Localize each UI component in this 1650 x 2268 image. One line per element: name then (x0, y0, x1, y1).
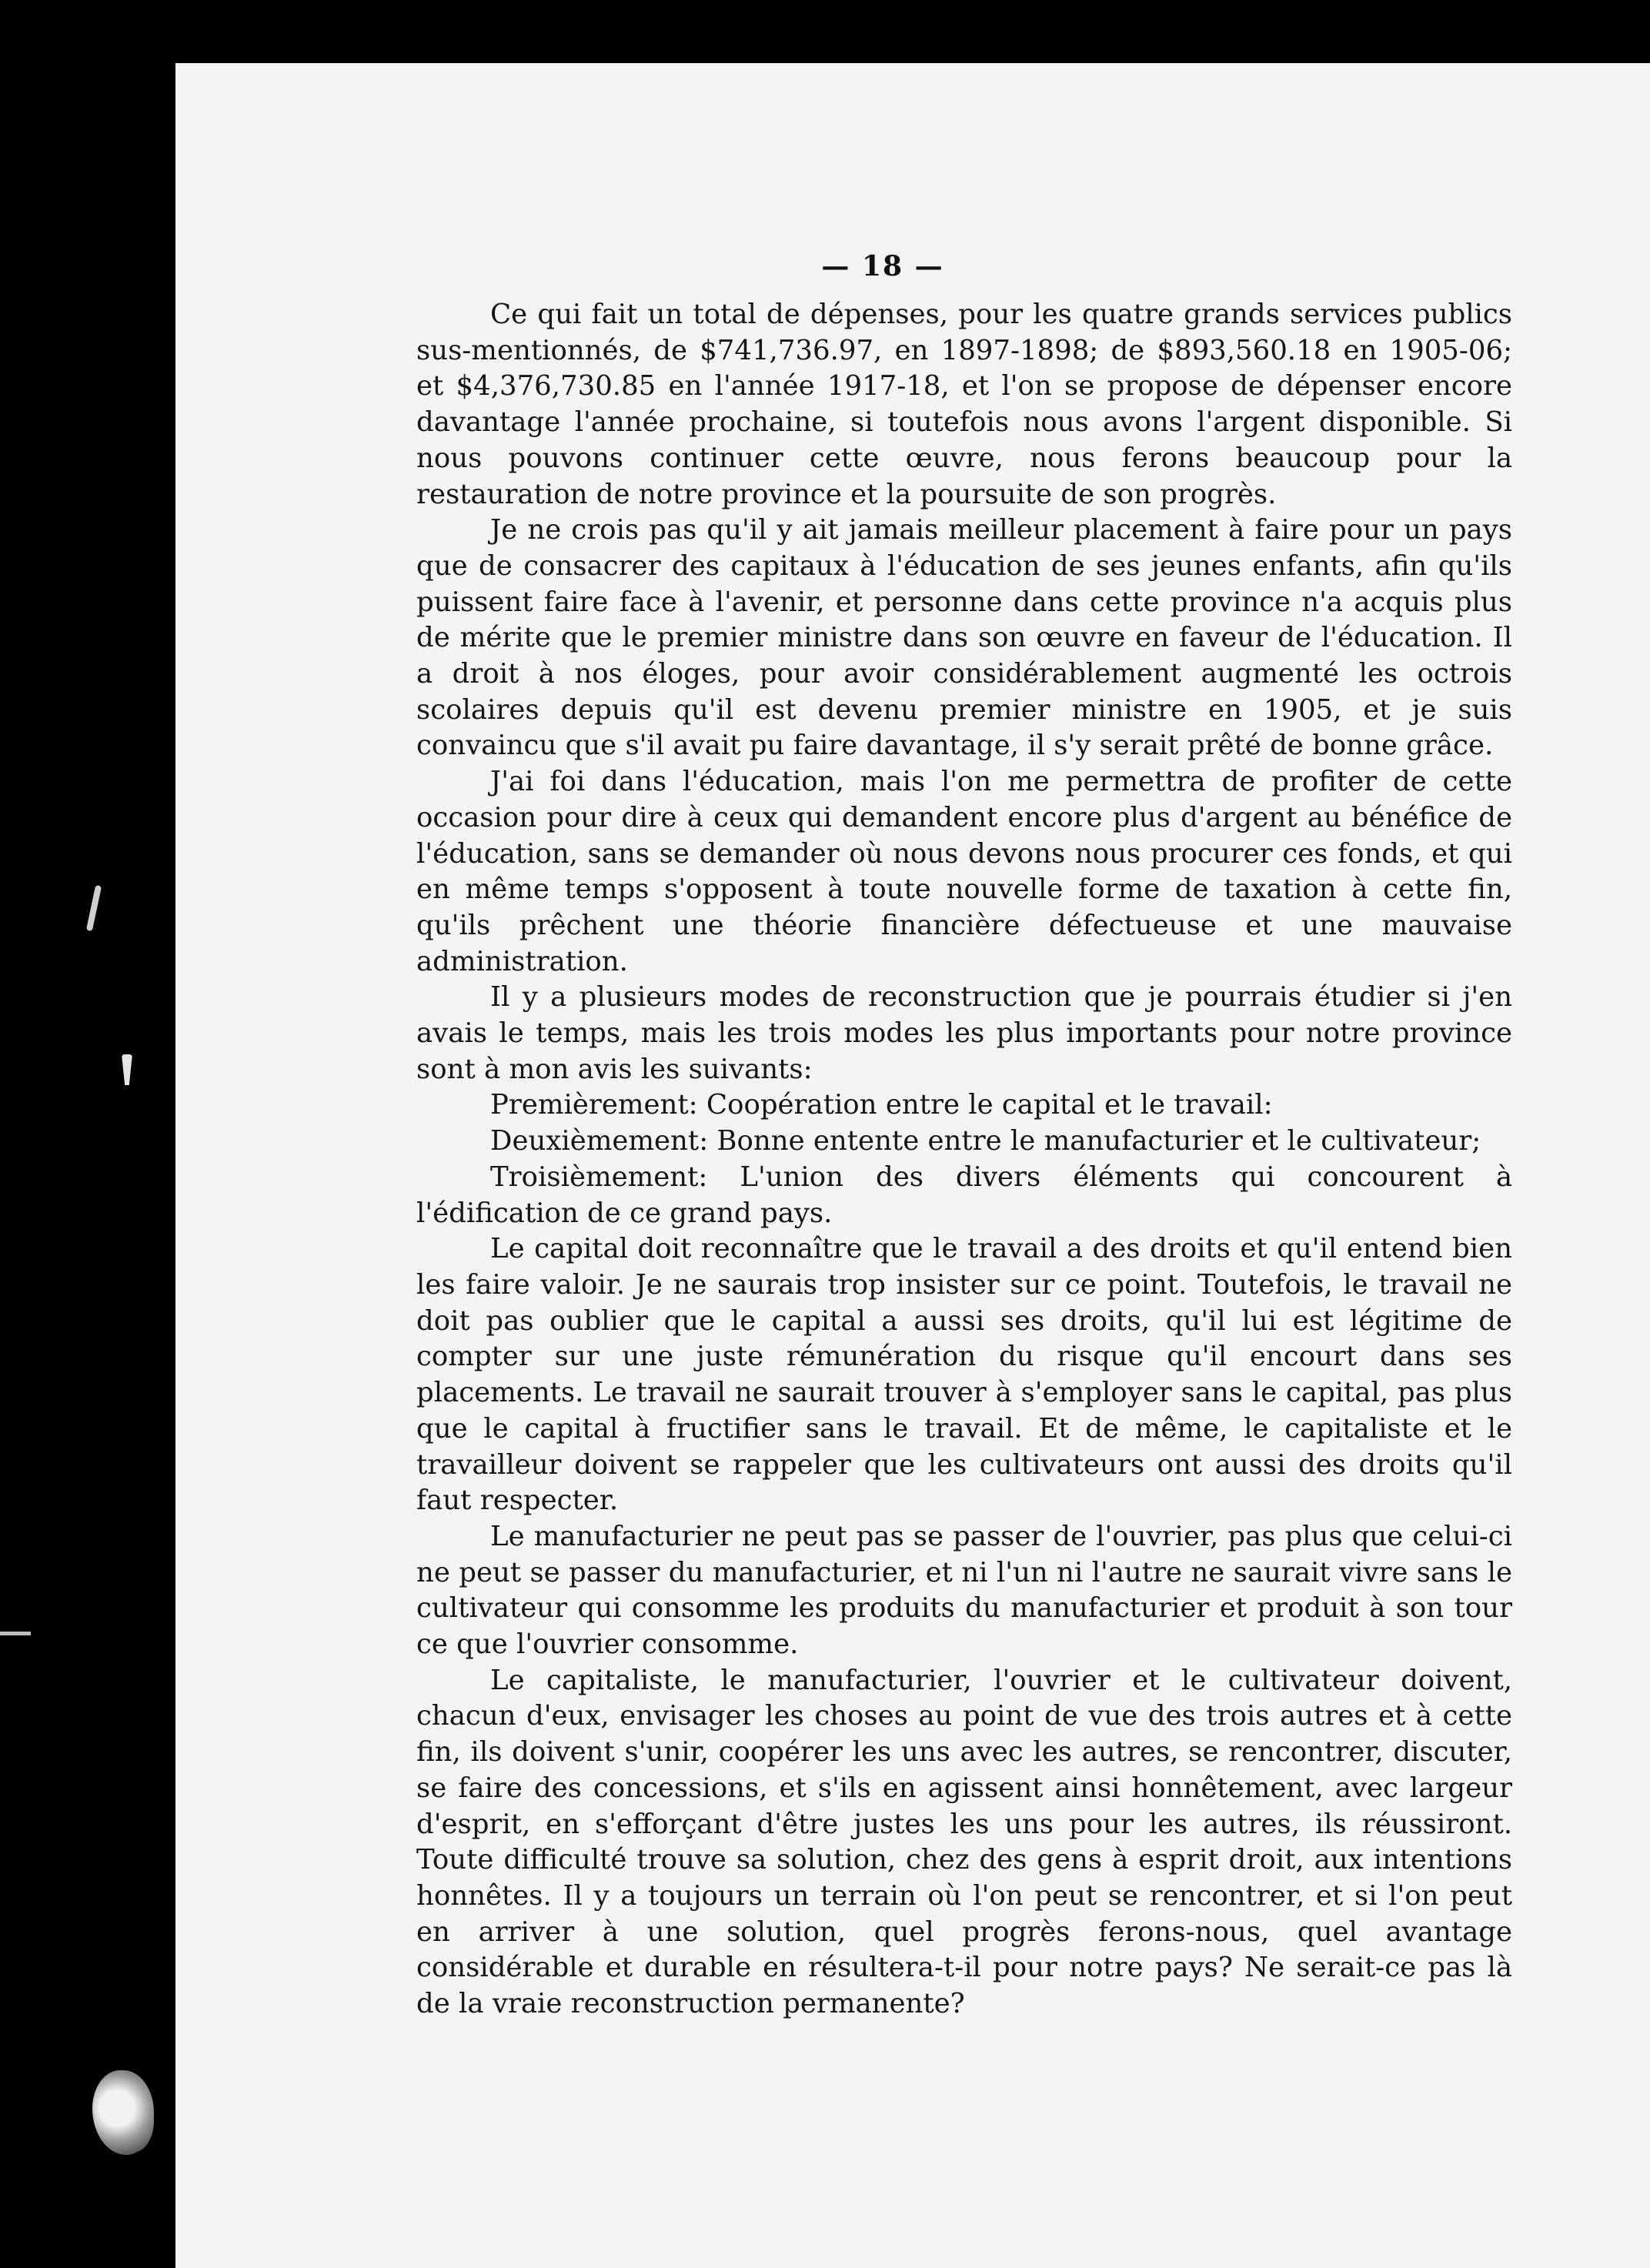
paragraph: Premièrement: Coopération entre le capital et le travail: (490, 1089, 1273, 1121)
paragraph: Je ne crois pas qu'il y ait jamais meilleur placement à faire pour un pays que de consacrer des capitaux à l'éducation de ses jeunes enfants, afin qu'ils puissent faire face à l'avenir, et personne dans cette province n'a acquis plus de mérite que le premier ministre dans son œuvre en faveur de l'éducation. Il a droit à nos éloges, pour avoir considérablement augmenté les octrois scolaires depuis qu'il est devenu premier ministre en 1905, et je suis convaincu que s'il avait pu faire davantage, il s'y serait prêté de bonne grâce. (416, 514, 1512, 762)
paragraph: Le capital doit reconnaître que le travail a des droits et qu'il entend bien les faire valoir. Je ne saurais trop insister sur ce point. Toutefois, le travail ne doit pas oublier que le capital a aussi ses droits, qu'il lui est légitime de compter sur une juste rémunération du risque qu'il encourt dans ses placements. Le travail ne saurait trouver à s'employer sans le capital, pas plus que le capital à fructifier sans le travail. Et de même, le capitaliste et le travailleur doivent se rappeler que les cultivateurs ont aussi des droits qu'il faut respecter. (416, 1233, 1512, 1517)
paragraph: Troisièmement: L'union des divers éléments qui concourent à l'édification de ce grand pays. (416, 1161, 1512, 1229)
paragraph: Ce qui fait un total de dépenses, pour les quatre grands services publics sus-mentionnés, de $741,736.97, en 1897-1898; de $893,560.18 en 1905-06; et $4,376,730.85 en l'année 1917-18, et l'on se propose de dépenser encore davantage l'année prochaine, si toutefois nous avons l'argent disponible. Si nous pouvons continuer cette œuvre, nous ferons beaucoup pour la restauration de notre province et la poursuite de son progrès. (416, 299, 1512, 510)
paragraph: Le capitaliste, le manufacturier, l'ouvrier et le cultivateur doivent, chacun d'eux, envisager les choses au point de vue des trois autres et à cette fin, ils doivent s'unir, coopérer les uns avec les autres, se rencontrer, discuter, se faire des concessions, et s'ils en agissent ainsi honnêtement, avec largeur d'esprit, en s'efforçant d'être justes les uns pour les autres, ils réussiront. Toute difficulté trouve sa solution, chez des gens à esprit droit, aux intentions honnêtes. Il y a toujours un terrain où l'on peut se rencontrer, et si l'on peut en arriver à une solution, quel progrès ferons-nous, quel avantage considérable et durable en résultera-t-il pour notre pays? Ne serait-ce pas là de la vraie reconstruction permanente? (416, 1664, 1512, 2020)
margin-smudge (86, 885, 102, 931)
film-stain (92, 2070, 154, 2155)
paragraph: Il y a plusieurs modes de reconstruction que je pourrais étudier si j'en avais le temps, mais les trois modes les plus importants pour notre province sont à mon avis les suivants: (416, 981, 1512, 1085)
margin-smudge (0, 1632, 31, 1635)
paragraph: Le manufacturier ne peut pas se passer de l'ouvrier, pas plus que celui-ci ne peut se passer du manufacturier, et ni l'un ni l'autre ne saurait vivre sans le cultivateur qui consomme les produits du manufacturier et produit à son tour ce que l'ouvrier consomme. (416, 1520, 1512, 1661)
paragraph: J'ai foi dans l'éducation, mais l'on me permettra de profiter de cette occasion pour dire à ceux qui demandent encore plus d'argent au bénéfice de l'éducation, sans se demander où nous devons nous procurer ces fonds, et qui en même temps s'opposent à toute nouvelle forme de taxation à cette fin, qu'ils prêchent une théorie financière défectueuse et une mauvaise administration. (416, 766, 1512, 977)
margin-smudge (122, 1054, 132, 1085)
paragraph: Deuxièmement: Bonne entente entre le manufacturier et le cultivateur; (490, 1125, 1481, 1157)
page-number: — 18 — (821, 250, 944, 282)
body-text (416, 297, 1512, 2022)
